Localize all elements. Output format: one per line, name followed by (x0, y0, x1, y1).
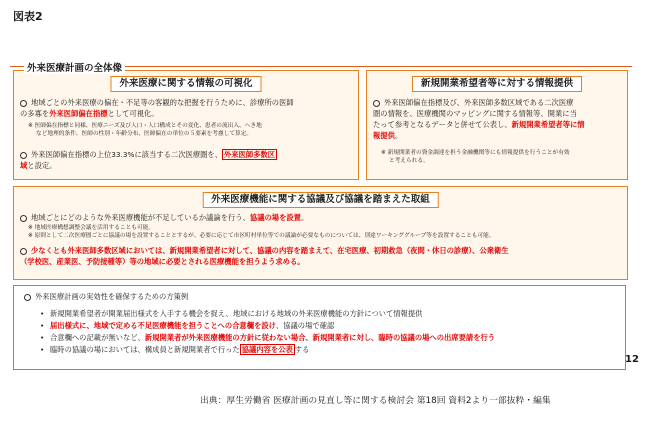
bullet-dot-icon: • (40, 333, 45, 342)
circle-bullet-icon (24, 294, 31, 301)
page-number: 12 (625, 354, 639, 365)
visualization-paragraph-2: 外来医師偏在指標の上位33.3%に該当する二次医療圏を、 外来医師多数区 域と設定。 (20, 150, 276, 170)
measures-item-2: • 届出様式に、地域で定める不足医療機能を担うことへの合意欄を設け、協議の場で確認 (40, 321, 335, 330)
visualization-paragraph-1: 地域ごとの外来医療の偏在・不足等の客観的な把握を行うために、診療所の医師 の多寡を外来医師偏在指標として可視化。 (20, 98, 294, 118)
info-provision-box (366, 70, 628, 180)
info-provision-paragraph: 外来医師偏在指標及び、外来医師多数区域である二次医療 圏の情報を、医療機関のマッピングに関する情報等、開業に当 たって参考となるデータと併せて公表し、新規開業希望者等に情 報提供。 (373, 98, 585, 140)
circle-bullet-icon (20, 100, 27, 107)
info-provision-box-title: 新規開業希望者等に対する情報提供 (412, 76, 582, 92)
circle-bullet-icon (20, 215, 27, 222)
circle-bullet-icon (20, 248, 27, 255)
bullet-dot-icon: • (40, 309, 45, 318)
visualization-box-title: 外来医療に関する情報の可視化 (110, 76, 261, 92)
bullet-dot-icon: • (40, 345, 45, 354)
source-caption: 出典：厚生労働省 医療計画の見直し等に関する検討会 第18回 資料2より一部抜粋・編集 (200, 396, 551, 406)
consultation-paragraph-2: 少なくとも外来医師多数区域においては、新規開業希望者に対して、協議の内容を踏まえて、在宅医療、初期救急（夜間・休日の診療）、公衆衛生 （学校医、産業医、予防接種等）等の地域に必要とされる医療機能を担うよう求める。 (20, 246, 509, 266)
measures-box (13, 285, 626, 370)
figure-label: 図表2 (13, 10, 43, 23)
consultation-box (13, 186, 628, 280)
consultation-paragraph-1: 地域ごとにどのような外来医療機能が不足しているか議論を行う、協議の場を設置。 (20, 212, 620, 223)
section-title: 外来医療計画の全体像 (24, 60, 125, 74)
measures-item-4: • 臨時の協議の場においては、構成員と新規開業者で行った 協議内容を公表 する (40, 345, 310, 354)
visualization-note: ※ 医師偏在指標と同様、医療ニーズ及び人口・人口構成とその変化、患者の流出入、へき地 など地理的条件、医師の性別・年齢分布、医師偏在の単位の５要素を考慮して算定。 (28, 123, 262, 137)
visualization-box (13, 70, 359, 180)
circle-bullet-icon (373, 100, 380, 107)
consultation-box-title: 外来医療機能に関する協議及び協議を踏まえた取組 (202, 192, 439, 208)
consultation-note: ※ 地域医療構想調整会議を活用することも可能。 ※ 原則として二次医療圏ごとに協議の場を設置することとするが、必要に応じて市区町村単位等での議論が必要なものについては、別途ワーキンググループ等を設置することも可能。 (28, 225, 495, 239)
measures-item-3: • 合意欄への記載が無いなど、新規開業者が外来医療機能の方針に従わない場合、新規開業者に対し、臨時の協議の場への出席要請を行う (40, 333, 496, 342)
circle-bullet-icon (20, 152, 27, 159)
measures-item-1: • 新規開業希望者が開業届出様式を入手する機会を捉え、地域における地域の外来医療機能の方針について情報提供 (40, 309, 423, 318)
measures-heading: 外来医療計画の実効性を確保するための方策例 (24, 292, 188, 302)
info-provision-note: ※ 新規開業者の資金調達を担う金融機関等にも情報提供を行うことが有効 と考えられる。 (381, 150, 570, 164)
bullet-dot-icon: • (40, 321, 45, 330)
